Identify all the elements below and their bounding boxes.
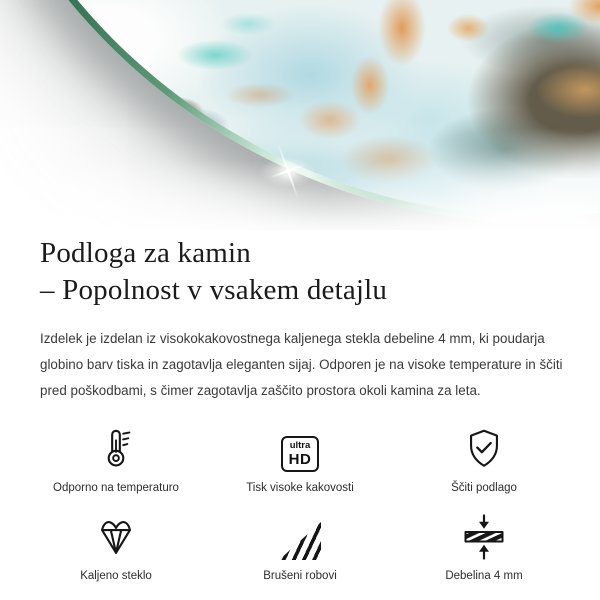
feature-temperature <box>24 424 208 494</box>
page-title-line2: – Popolnost v vsakem detajlu <box>40 274 388 306</box>
marble-art <box>0 0 600 216</box>
feature-thickness <box>392 512 576 582</box>
content-section <box>0 235 600 582</box>
ultra-hd-icon: ultra HD <box>281 436 319 472</box>
glass-panel <box>0 0 600 223</box>
feature-print-quality <box>208 424 392 494</box>
hero-product-image <box>0 0 600 230</box>
feature-grid <box>24 424 576 582</box>
feature-label: Brušeni robovi <box>263 570 337 582</box>
beveled-edges-icon <box>279 522 321 560</box>
thickness-icon <box>460 514 508 560</box>
page-title-line1: Podloga za kamin <box>40 237 251 269</box>
feature-label: Ščiti podlago <box>451 482 517 494</box>
feature-label: Kaljeno steklo <box>80 570 152 582</box>
feature-protects-surface <box>392 424 576 494</box>
feature-label: Odporno na temperaturo <box>53 482 179 494</box>
feature-beveled-edges <box>208 512 392 582</box>
shield-check-icon <box>461 426 507 472</box>
feature-label: Tisk visoke kakovosti <box>246 482 354 494</box>
page-title <box>40 235 560 309</box>
marble-print <box>0 0 600 216</box>
feature-label: Debelina 4 mm <box>445 570 523 582</box>
feature-tempered-glass <box>24 512 208 582</box>
diamond-icon <box>93 514 139 560</box>
product-description: Izdelek je izdelan iz visokokakovostnega kaljenega stekla debeline 4 mm, ki poudarja globino barv tiska in zagotavlja eleganten sijaj. Odporen je na visoke temperature in ščiti pred poškodbami, s čimer zagotavlja zaščito prostora okoli kamina za leta. <box>40 331 563 398</box>
thermometer-icon <box>93 426 139 472</box>
